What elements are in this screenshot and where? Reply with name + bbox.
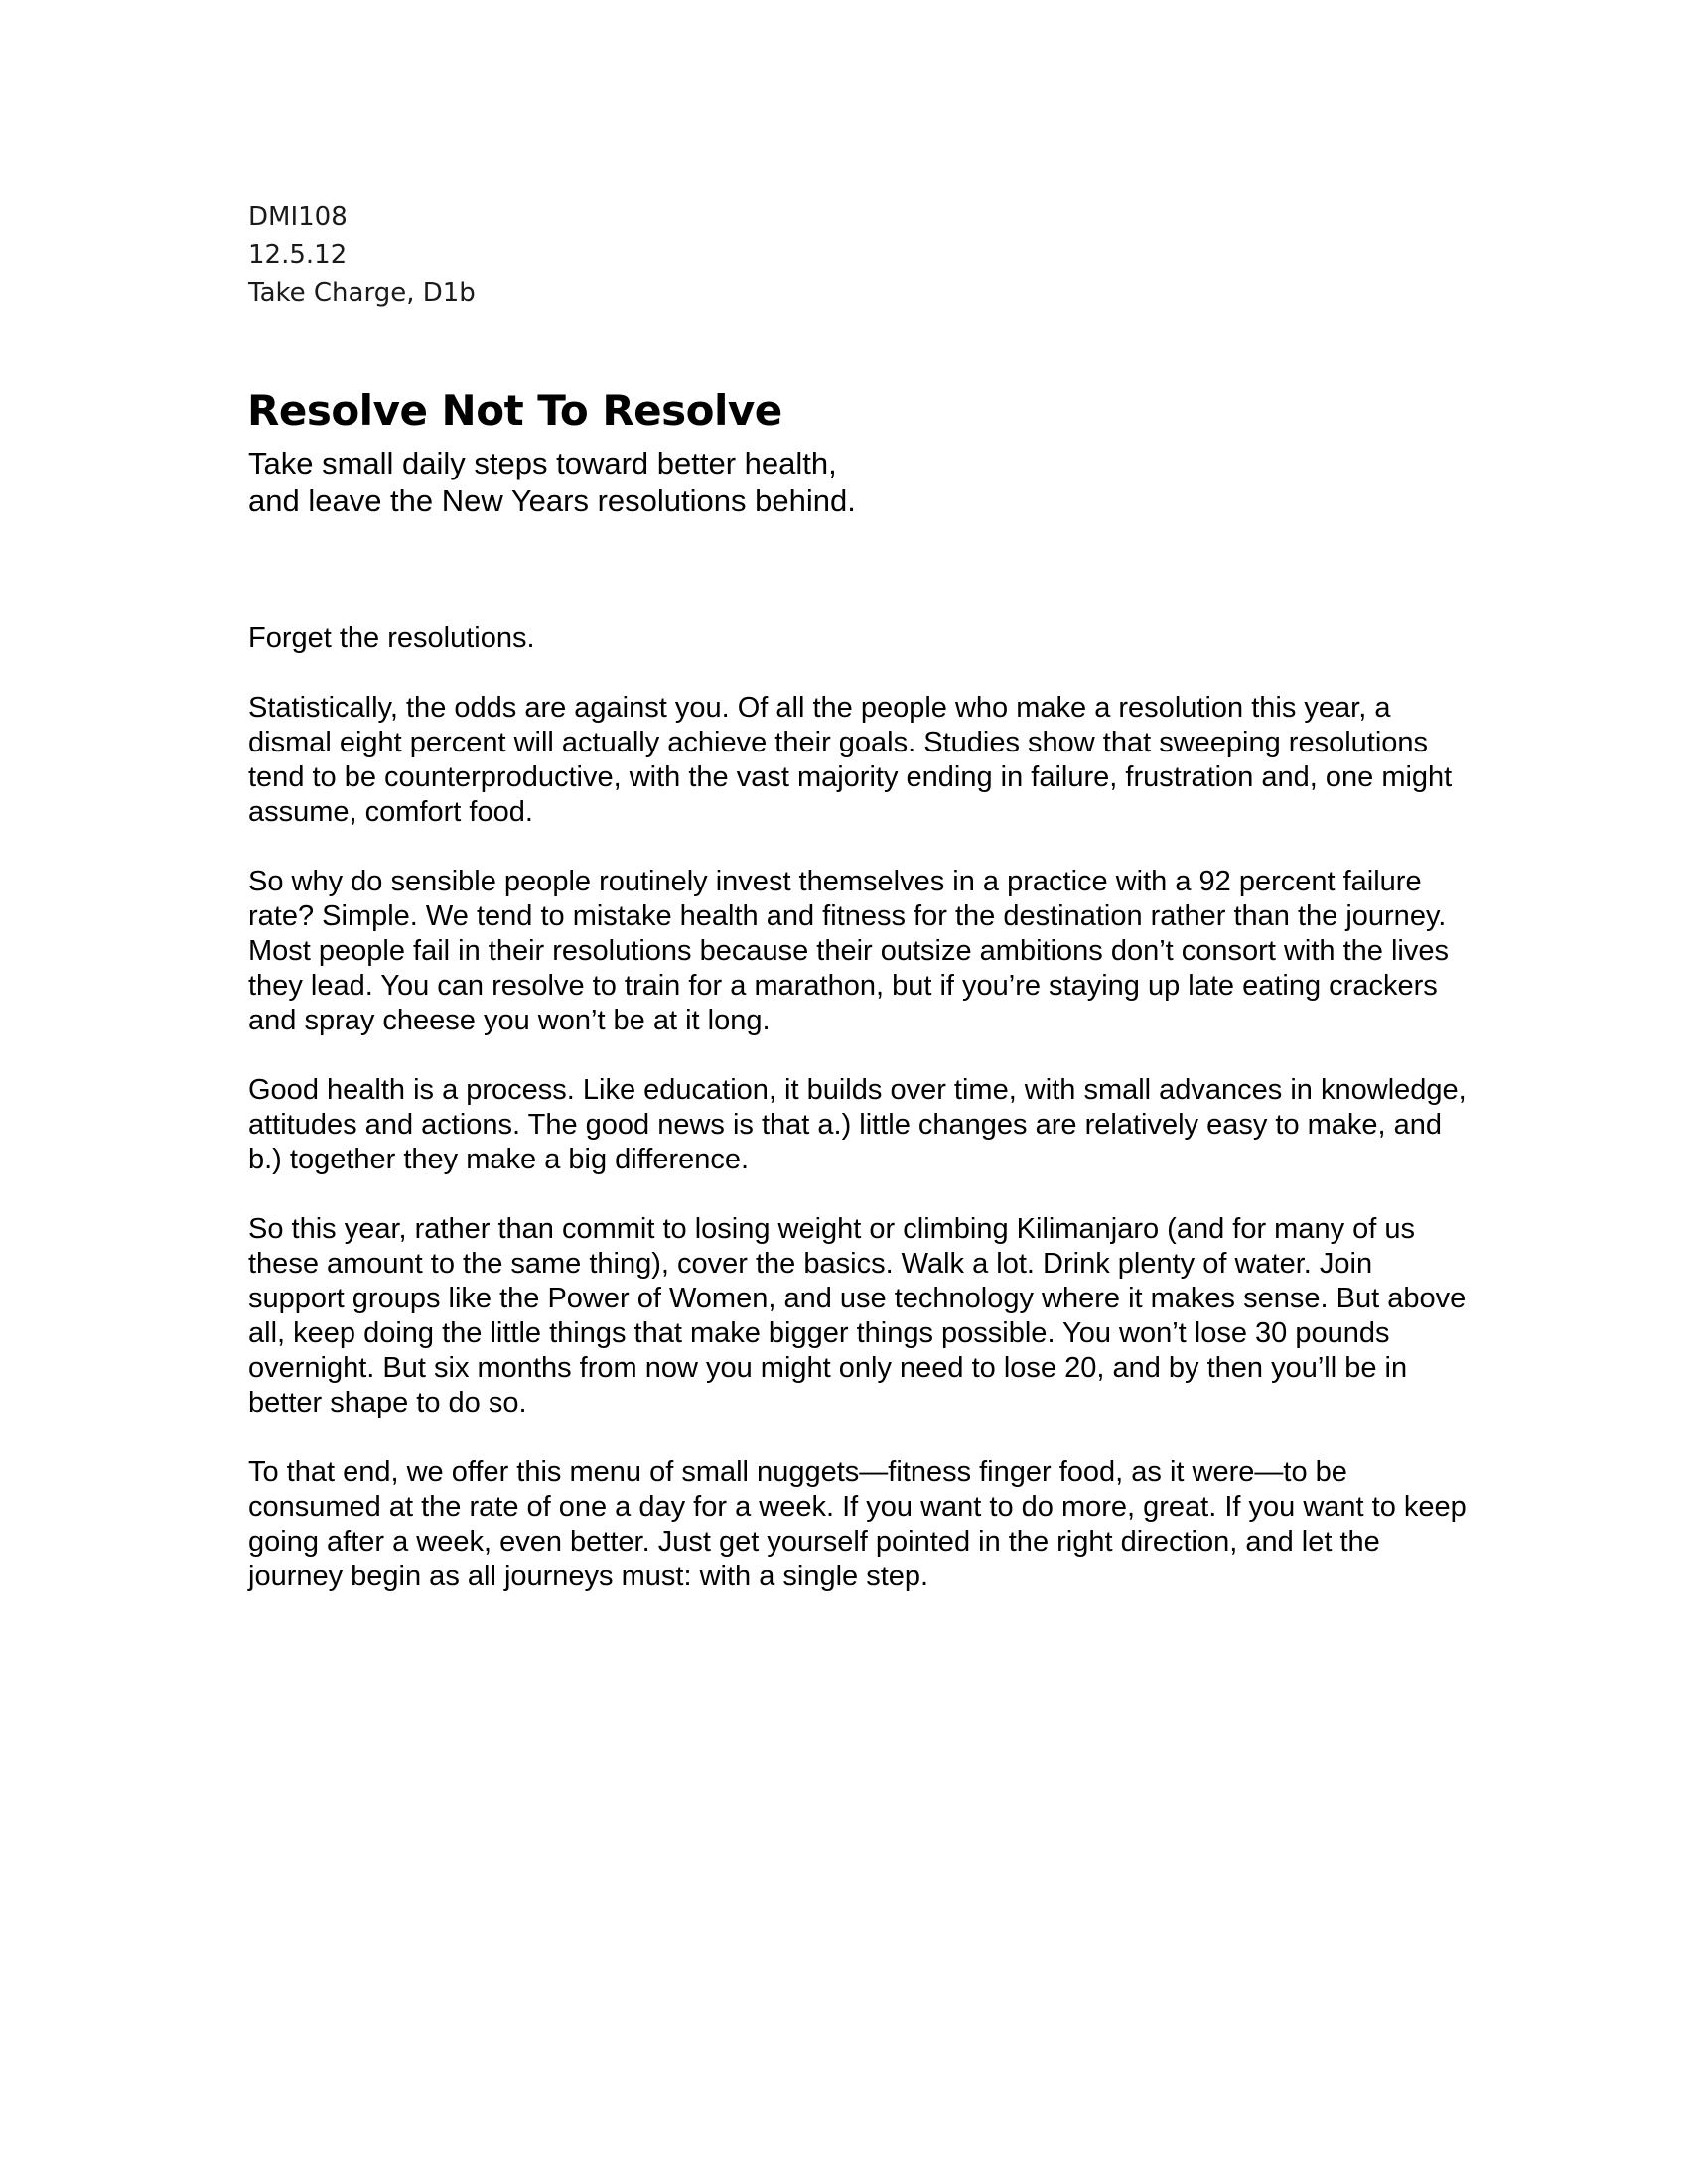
body-paragraph: Statistically, the odds are against you. Of all the people who make a resolution this year, a dismal eight percent will actually achieve their goals. Studies show that sweeping resolutions tend to be counterproductive, with the vast majority ending in failure, frustration and, one might assume, comfort food. — [248, 692, 1453, 828]
article-body — [248, 621, 1470, 1629]
subtitle-line-2: and leave the New Years resolutions behind. — [248, 483, 856, 518]
subtitle-line-1: Take small daily steps toward better health, — [248, 446, 837, 480]
article-subtitle — [248, 445, 856, 520]
body-paragraph: Good health is a process. Like education, it builds over time, with small advances in knowledge, attitudes and actions. The good news is that a.) little changes are relatively easy to make, and b.) together they make a big difference. — [248, 1074, 1467, 1175]
document-date: 12.5.12 — [248, 240, 348, 270]
body-paragraph: So this year, rather than commit to losing weight or climbing Kilimanjaro (and for many of us these amount to the same thing), cover the basics. Walk a lot. Drink plenty of water. Join support groups like the Power of Women, and use technology where it makes sense. But above all, keep doing the little things that make bigger things possible. You won’t lose 30 pounds overnight. But six months from now you might only need to lose 20, and by then you’ll be in better shape to do so. — [248, 1213, 1467, 1419]
body-paragraph: So why do sensible people routinely invest themselves in a practice with a 92 percent failure rate? Simple. We tend to mistake health and fitness for the destination rather than the journey. Most people fail in their resolutions because their outsize ambitions don’t consort with the lives they lead. You can resolve to train for a marathon, but if you’re staying up late eating crackers and spray cheese you won’t be at it long. — [248, 866, 1449, 1036]
body-paragraph: To that end, we offer this menu of small nuggets—fitness finger food, as it were—to be consumed at the rate of one a day for a week. If you want to do more, great. If you want to keep going after a week, even better. Just get yourself pointed in the right direction, and let the journey begin as all journeys must: with a single step. — [248, 1456, 1467, 1592]
body-paragraph: Forget the resolutions. — [248, 622, 535, 654]
assignment-label: Take Charge, D1b — [248, 278, 476, 308]
article-title: Resolve Not To Resolve — [247, 386, 782, 435]
course-code: DMI108 — [248, 203, 348, 232]
document-header — [248, 199, 476, 312]
